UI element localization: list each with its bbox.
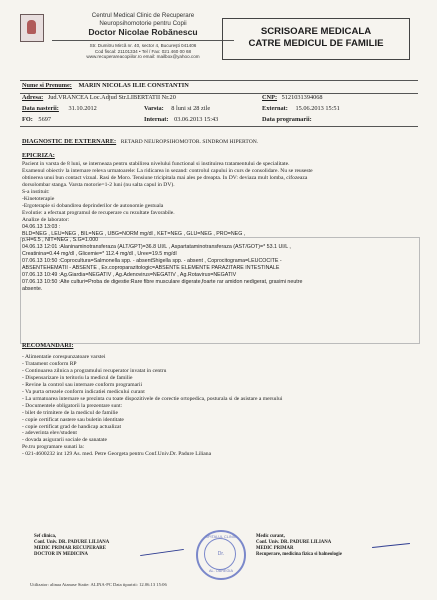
patient-fo: 5697	[38, 116, 52, 123]
sig-right-line: MEDIC PRIMAR	[256, 546, 294, 551]
name-label: Nume si Prenume:	[22, 82, 72, 89]
recommendation-item: - Continuarea zilnica a programului recuperator invatat in centru	[22, 367, 167, 374]
epicriza-line: -Ergoterapie si dobandirea deprinderilor de autonomie gestuala	[22, 202, 164, 209]
fo-row	[22, 116, 51, 124]
lab-line: BLD=NEG , LEU=NEG , BIL=NEG , UBG=NORM mg/dl , KET=NEG , GLU=NEG , PRO=NEG ,	[22, 230, 246, 237]
clinic-address: Str. Dumitru Mircă nr. 40, sector 4, Bucureşti 041406	[89, 43, 197, 48]
title-line2: CATRE MEDICUL DE FAMILIE	[248, 38, 384, 49]
epicriza-line: obtinerea unui bun contact vizual. Rasi de Moro. Tensiune tricipitala mai ales pe dreapta. In DV: deviaza mult lomba, cifozeaza	[22, 174, 308, 181]
title-line1: SCRISOARE MEDICALA	[260, 26, 372, 37]
epicriza-line: -Kinetoterapie	[22, 195, 55, 202]
prog-row	[262, 116, 312, 124]
recommendation-item: Pe.tru programare sunati la:	[22, 444, 85, 451]
int-label: Internat:	[144, 116, 169, 123]
print-footer: Utilizator: alinaa Atanase Statie: ALINA-PC Data tiparirii: 12.06.13 15:06	[30, 582, 167, 587]
recomandari-body	[22, 354, 418, 458]
clinic-fiscal: Cod fiscal: 21101334 • Tel / Fax: 021 460 00 68	[94, 48, 192, 54]
sig-right-line: Conf. Univ. DR. PADURE LILIANA	[256, 540, 332, 545]
sig-left-line: DOCTOR IN MEDICINA	[34, 552, 89, 557]
recommendation-item: - dovada asigurarii sociale de sanatate	[22, 437, 107, 444]
clinic-doctor: Doctor Nicolae Robănescu	[88, 27, 198, 37]
epicriza-line: dorsolombar stanga. Varsta motorie=1-2 luni (nu salta capul in DV).	[22, 181, 175, 188]
cnp-row	[262, 94, 323, 102]
patient-ext: 15.06.2013 15:51	[295, 105, 340, 112]
patient-name-row	[22, 82, 189, 90]
ext-row	[262, 105, 340, 113]
patient-info	[20, 80, 418, 128]
lab-line: 07.06.13 10:50 :Alte culturi=Proba de digestie:Rare fibre musculare digerate,foarte rar amidon nedigerat, grasimi neutre	[22, 279, 303, 286]
recommendation-item: - Documentele obligatorii la prezentare sunt:	[22, 402, 123, 409]
recommendation-item: - La urmatoarea internare se prezinta cu toate dispozitivele de corectie ortopedica, posturala si de asistare a mersului	[22, 395, 283, 402]
lab-line: 07.06.13 10:50 :Coprocultura=Salmonella spp. - absentShigella spp. - absent , Coprocitograma=LEUCOCITE -	[22, 258, 282, 265]
recommendation-item: - copie certificat grad de handicap actualizat	[22, 423, 122, 430]
epicriza-line: Pacient in varsta de 8 luni, se interneaza pentru stabilirea nivelului functional si instituirea tratamentului de specialitate.	[22, 161, 290, 167]
patient-rule-bottom	[20, 126, 418, 127]
document-title	[222, 18, 410, 60]
recommendation-item: - adeverinta elev/student	[22, 430, 77, 437]
clinic-web: www.recuperareacopiilor.ro email: mailbox@yahoo.com	[86, 54, 200, 60]
birth-label: Data nasterii:	[22, 105, 59, 112]
recomandari-heading: RECOMANDARI:	[22, 342, 74, 349]
sig-right-line: Medic curant,	[256, 534, 285, 539]
recommendation-item: - Va purta ortezele conform indicatiei medicului curant	[22, 388, 145, 395]
age-row	[144, 105, 210, 113]
prog-label: Data programarii:	[262, 116, 312, 123]
sig-left-line: MEDIC PRIMAR RECUPERARE	[34, 546, 106, 551]
patient-address: Jud.VRANCEA Loc.Adjud Str.LIBERTATII Nr.20	[47, 94, 176, 101]
address-label: Adresa:	[22, 94, 44, 101]
clinic-logo	[20, 14, 44, 42]
handwritten-signature-right	[372, 543, 410, 548]
patient-age: 8 luni si 28 zile	[171, 105, 211, 112]
recommendation-item: - Dispensarizare in teritoriu la medicul de familie	[22, 374, 133, 381]
diagnostic-value: RETARD NEUROPSIHOMOTOR. SINDROM HIPERTON.	[120, 139, 259, 145]
clinic-line1: Centrul Medical Clinic de Recuperare	[91, 12, 195, 19]
patient-birth: 31.10.2012	[68, 105, 97, 112]
sig-left-line: Conf. Univ. DR. PADURE LILIANA	[34, 540, 110, 545]
patient-int: 03.06.2013 15:43	[174, 116, 219, 123]
age-label: Varsta:	[144, 105, 164, 112]
address-row	[22, 94, 176, 102]
recommendation-item: - bilet de trimitere de la medicul de familie	[22, 409, 118, 416]
recommendation-item: - Tratament conform RP	[22, 360, 77, 367]
recommendation-item: - Revine la control sau internare conform programarii	[22, 381, 143, 388]
clinic-line2: Neuropsihomotorie pentru Copii	[99, 19, 187, 27]
recommendation-item: - Alimentatie corespunzatoare varstei	[22, 354, 106, 360]
recommendation-item: - 021-4600232 int 129 As. med. Petre Georgeta pentru Conf.Univ.Dr. Padure Liliana	[22, 451, 212, 458]
stamp-top-text: SPITALUL CLINIC	[205, 535, 237, 539]
diagnostic-row	[22, 138, 258, 146]
stamp-bottom-text: AL. OBREGIA	[208, 569, 234, 573]
epicriza-line: Examenul obiectiv la internare releva urmatoarele: La ridicarea in sezand: controlul capului in curs de consolidare. Nu se reuseste	[22, 167, 313, 174]
diagnostic-label: DIAGNOSTIC DE EXTERNARE:	[22, 138, 117, 145]
patient-cnp: 5121031394068	[281, 94, 323, 101]
stamp-mid-text: Dr.	[217, 551, 225, 557]
fo-label: FO:	[22, 116, 33, 123]
epicriza-line: Evolutie: a efectuat programul de recuperare cu rezultate favorabile.	[22, 209, 175, 216]
sig-right-line: Recuperare, medicina fizica si balneologie	[256, 552, 342, 557]
epicriza-line: Analize de laborator:	[22, 216, 70, 223]
epicriza-line: S-a instituit:	[22, 188, 50, 195]
handwritten-signature-left	[140, 549, 184, 556]
recommendation-item: - copie certificat nastere sau buletin identitate	[22, 416, 124, 423]
clinic-header	[48, 12, 238, 60]
clinic-divider	[52, 40, 234, 41]
lab-line: Creatinina=0.44 mg/dl , Glicemie=* 112.4 mg/dl , Uree=19.5 mg/dl	[22, 251, 177, 258]
signature-left	[34, 534, 109, 558]
lab-line: absente.	[22, 286, 43, 293]
lab-line: 04.06.13 12:01 :Alaninaminotransferaza (ALT/GPT)=36.8 UI/L , Aspartataminotransferaza (AST/GOT)=* 53.1 UI/L ,	[22, 244, 291, 251]
sig-left-line: Sef clinica,	[34, 534, 57, 539]
epicriza-body	[22, 161, 418, 293]
int-row	[144, 116, 218, 124]
lab-line: 04.06.13 13:03 :	[22, 223, 61, 230]
lab-line: 07.06.13 10:49 :Ag.Giardia=NEGATIV , Ag.Adenovirus=NEGATIV , Ag.Rotavirus=NEGATIV	[22, 272, 237, 279]
lab-line: p.H=6.5 , NIT=NEG , S.G=1.000	[22, 237, 99, 244]
ext-label: Externat:	[262, 105, 288, 112]
patient-name: MARIN NICOLAS ILIE CONSTANTIN	[78, 82, 189, 89]
birth-row	[22, 105, 97, 113]
cnp-label: CNP:	[262, 94, 278, 101]
signature-right	[256, 534, 342, 558]
epicriza-heading: EPICRIZA:	[22, 152, 55, 159]
lab-line: ABSENTEHEMATII - ABSENTE , Ex.coproparazitologic=ABSENTE ELEMENTE PARAZITARE INTESTINALE	[22, 265, 280, 272]
clinic-stamp	[196, 530, 246, 580]
